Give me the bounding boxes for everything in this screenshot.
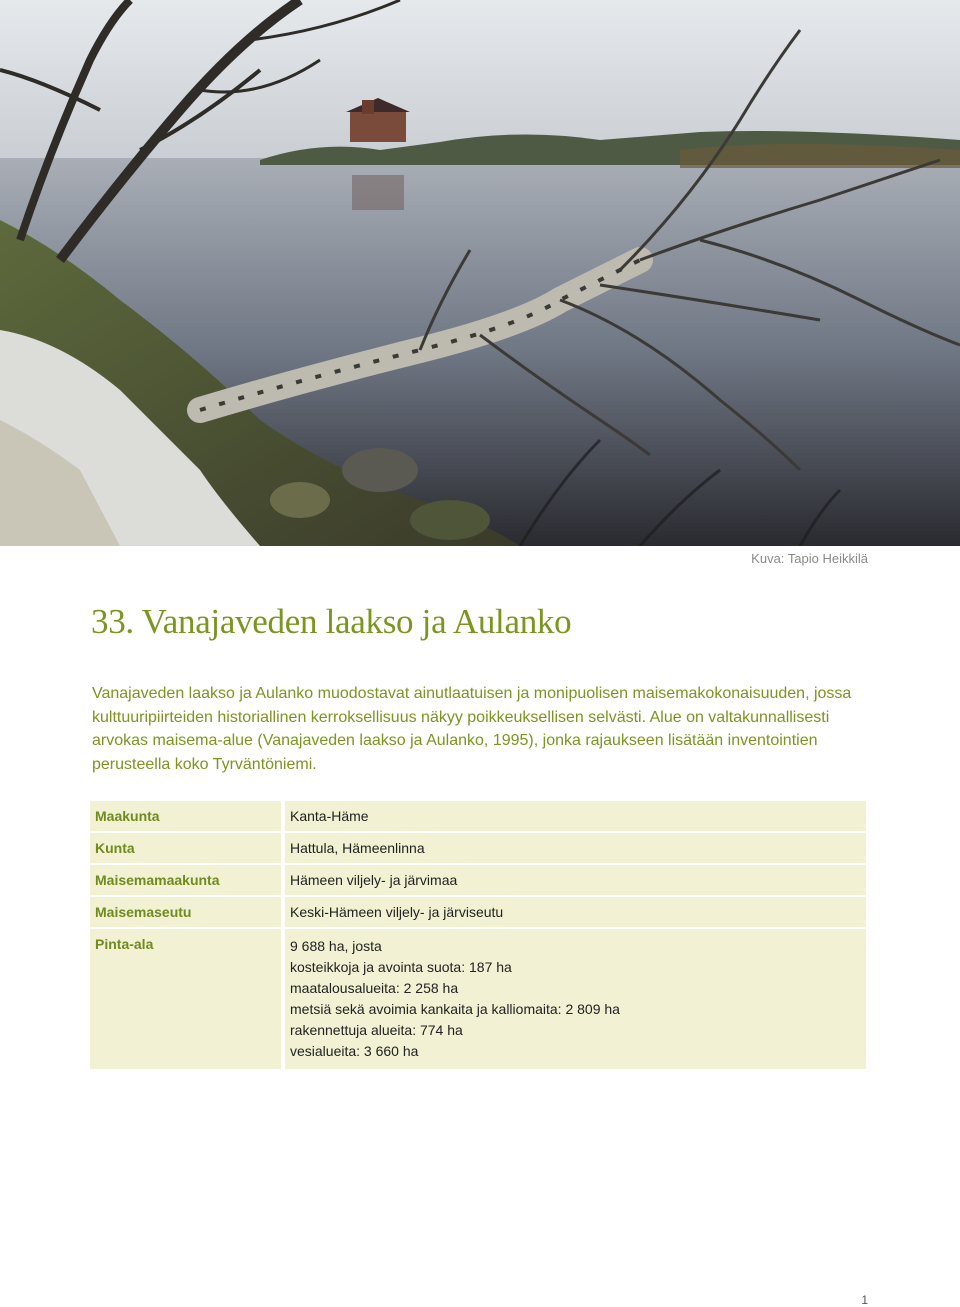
kunta-label: Kunta	[90, 833, 281, 863]
kunta-value: Hattula, Hämeenlinna	[285, 833, 866, 863]
maakunta-label: Maakunta	[90, 801, 281, 831]
pinta-ala-line: kosteikkoja ja avointa suota: 187 ha	[290, 959, 512, 975]
pinta-ala-line: maatalousalueita: 2 258 ha	[290, 980, 459, 996]
table-row	[90, 897, 866, 927]
lake-landscape-photo	[0, 0, 960, 546]
pinta-ala-line: rakennettuja alueita: 774 ha	[290, 1022, 463, 1038]
pinta-ala-line: vesialueita: 3 660 ha	[290, 1043, 419, 1059]
facts-table	[86, 799, 870, 1071]
table-row	[90, 865, 866, 895]
maisemamaakunta-label: Maisemamaakunta	[90, 865, 281, 895]
pinta-ala-line: 9 688 ha, josta	[290, 938, 382, 954]
table-row	[90, 833, 866, 863]
maisemamaakunta-value: Hämeen viljely- ja järvimaa	[285, 865, 866, 895]
intro-paragraph: Vanajaveden laakso ja Aulanko muodostavat ainutlaatuisen ja monipuolisen maisemakokonaisuuden, jossa kulttuuripiirteiden historiallinen kerroksellisuus näkyy poikkeuksellisen selvästi. Alue on valtakunnallisesti arvokas maisema-alue (Vanajaveden laakso ja Aulanko, 1995), jonka rajaukseen lisätään inventointien perusteella koko Tyrväntöniemi.	[92, 685, 852, 773]
maakunta-value: Kanta-Häme	[285, 801, 866, 831]
maisemaseutu-value: Keski-Hämeen viljely- ja järviseutu	[285, 897, 866, 927]
photo-credit: Kuva: Tapio Heikkilä	[751, 551, 868, 566]
page-title: 33. Vanajaveden laakso ja Aulanko	[91, 602, 572, 641]
table-row	[90, 929, 866, 1069]
maisemaseutu-label: Maisemaseutu	[90, 897, 281, 927]
pinta-ala-label: Pinta-ala	[90, 929, 281, 1069]
table-row	[90, 801, 866, 831]
pinta-ala-line: metsiä sekä avoimia kankaita ja kalliomaita: 2 809 ha	[290, 1001, 620, 1017]
pinta-ala-value	[285, 929, 866, 1069]
page-number: 1	[861, 1293, 868, 1307]
